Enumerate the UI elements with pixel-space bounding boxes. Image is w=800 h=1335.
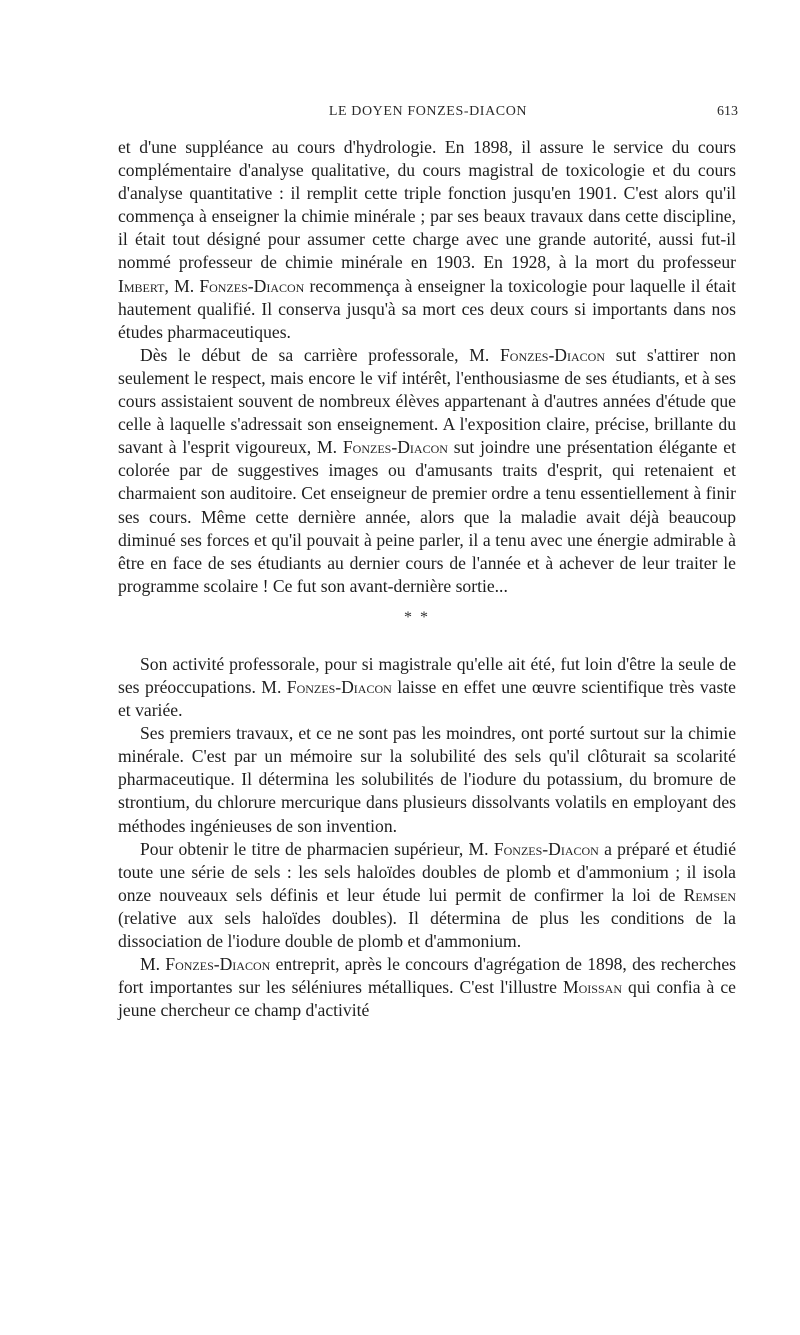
- person-name: Moissan: [563, 977, 622, 998]
- page-number: 613: [717, 104, 738, 119]
- person-name: Fonzes-Diacon: [493, 838, 599, 859]
- person-name: Remsen: [683, 884, 736, 905]
- text-run: Son activité professorale, pour si magistrale qu'elle ait été, fut loin d'être la seule de ses préoccupations. M.: [118, 653, 736, 697]
- paragraph: [118, 344, 736, 598]
- text-run: sut s'attirer non seulement le respect, mais encore le vif intérêt, l'enthousiasme de ses étudiants, et à ses cours assistaient souvent de nombreux élèves appartenant à d'autres années d'étude que celle à laquelle s'adressait son enseignement. A l'exposition claire, précise, brillante du savant à l'esprit vigoureux, M.: [118, 344, 737, 458]
- paragraph: [118, 722, 736, 837]
- paragraph: [118, 136, 736, 344]
- person-name: Imbert: [118, 275, 165, 296]
- person-name: Fonzes-Diacon: [286, 676, 392, 697]
- text-run: qui confia à ce jeune chercheur ce champ d'activité: [118, 977, 736, 1021]
- text-run: entreprit, après le concours d'agrégation de 1898, des recherches fort importantes sur les séléniures métalliques. C'est l'illustre: [118, 954, 736, 998]
- text-run: , M.: [164, 275, 200, 296]
- section-separator: [118, 598, 736, 653]
- text-run: laisse en effet une œuvre scientifique très vaste et variée.: [118, 676, 736, 721]
- person-name: Fonzes-Diacon: [342, 437, 448, 458]
- text-run: Dès le début de sa carrière professorale, M.: [140, 344, 500, 365]
- body-text: [118, 136, 736, 1022]
- text-run: et d'une suppléance au cours d'hydrologie. En 1898, il assure le service du cours complémentaire d'analyse qualitative, du cours magistral de toxicologie et du cours d'analyse quantitative : il remplit cette triple fonction jusqu'en 1901. C'est alors qu'il commença à enseigner la chimie minérale ; par ses beaux travaux dans cette discipline, il était tout désigné pour assumer cette charge avec une grande autorité, aussi fut-il nommé professeur de chimie minérale en 1903. En 1928, à la mort du professeur: [118, 137, 736, 273]
- text-run: a préparé et étudié toute une série de sels : les sels haloïdes doubles de plomb et d'ammonium ; il isola onze nouveaux sels définis et leur étude lui permit de confirmer la loi de: [118, 838, 737, 905]
- running-head: [118, 104, 738, 126]
- text-run: sut joindre une présentation élégante et colorée par de suggestives images ou d'amusants traits d'esprit, qui retenaient et charmaient son auditoire. Cet enseigneur de premier ordre a tenu essentiellement à finir ses cours. Même cette dernière année, alors que la maladie avait déjà beaucoup diminué ses forces et qu'il pouvait à peine parler, il a tenu avec une énergie admirable à être en face de ses étudiants au dernier cours de l'année et à achever de leur traiter le programme scolaire ! Ce fut son avant-dernière sortie...: [118, 437, 737, 596]
- text-run: (relative aux sels haloïdes doubles). Il détermina de plus les conditions de la dissociation de l'iodure double de plomb et d'ammonium.: [118, 907, 736, 951]
- text-run: M.: [140, 954, 166, 975]
- person-name: Fonzes-Diacon: [500, 344, 606, 365]
- text-run: Ses premiers travaux, et ce ne sont pas les moindres, ont porté surtout sur la chimie minérale. C'est par un mémoire sur la solubilité des sels qu'il clôturait sa scolarité pharmaceutique. Il détermina les solubilités de l'iodure du potassium, du bromure de strontium, du chlorure mercurique dans plusieurs dissolvants volatils en employant des méthodes ingénieuses de son invention.: [118, 723, 736, 836]
- person-name: Fonzes-Diacon: [199, 275, 305, 296]
- paragraph: [118, 953, 736, 1022]
- running-title: LE DOYEN FONZES-DIACON: [328, 104, 528, 119]
- paragraph: [118, 653, 736, 722]
- text-run: Pour obtenir le titre de pharmacien supérieur, M.: [140, 838, 494, 859]
- person-name: Fonzes-Diacon: [165, 954, 271, 975]
- paragraph: [118, 838, 736, 953]
- text-run: recommença à enseigner la toxicologie pour laquelle il était hautement qualifié. Il conserva jusqu'à sa mort ces deux cours si importants dans nos études pharmaceutiques.: [118, 275, 736, 342]
- separator-glyph: * *: [404, 608, 430, 626]
